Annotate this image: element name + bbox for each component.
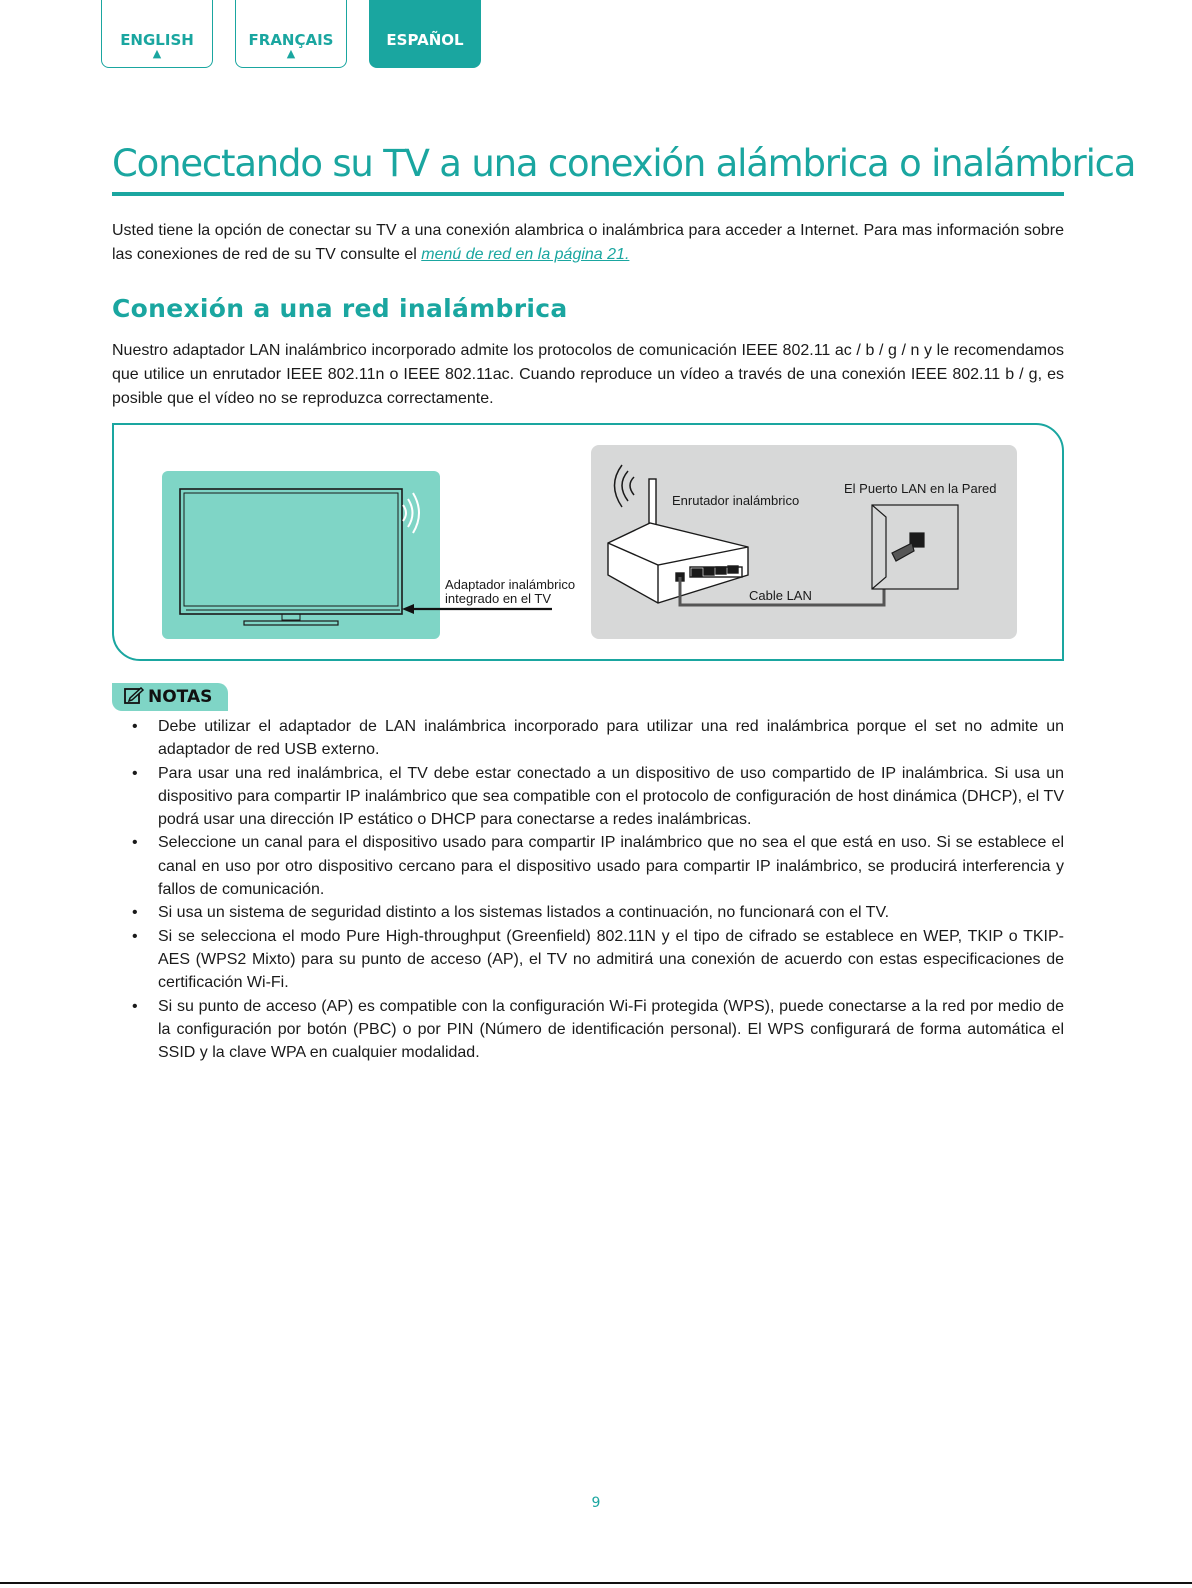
- tab-english[interactable]: [101, 0, 213, 68]
- section-title: Conexión a una red inalámbrica: [112, 294, 568, 323]
- intro-text: Usted tiene la opción de conectar su TV a una conexión alambrica o inalámbrica para acceder a Internet. Para mas información sobre las conexiones de red de su TV consulte el: [112, 222, 1064, 263]
- page-title: Conectando su TV a una conexión alámbrica o inalámbrica: [112, 142, 1136, 185]
- list-item: • Seleccione un canal para el dispositivo usado para compartir IP inalámbrico que no sea el que está en uso. Si se establece el canal en uso por otro dispositivo cercano para el dispositivo usado para compartir IP inalámbrico, se producirá interferencia y fallos de comunicación.: [112, 831, 1064, 901]
- adapter-label: [445, 578, 575, 606]
- notes-list: [112, 715, 1064, 1064]
- tab-espanol-label: ESPAÑOL: [386, 31, 464, 49]
- tv-icon: [180, 489, 402, 625]
- page-number: 9: [591, 1495, 601, 1511]
- list-item: • Debe utilizar el adaptador de LAN inalámbrica incorporado para utilizar una red inalámbrica porque el set no admite un adaptador de red USB externo.: [112, 715, 1064, 762]
- up-arrow-icon: ▲: [286, 47, 296, 60]
- cable-label: Cable LAN: [749, 588, 812, 603]
- edit-note-icon: [124, 687, 144, 705]
- notes-heading: [112, 683, 228, 711]
- list-item: • Si usa un sistema de seguridad distinto a los sistemas listados a continuación, no funcionará con el TV.: [112, 901, 1064, 924]
- wall-port-icon: [872, 505, 958, 589]
- tab-english-label: ENGLISH: [120, 31, 194, 49]
- network-menu-link[interactable]: menú de red en la página 21.: [421, 246, 630, 263]
- router-wifi-waves-icon: [615, 465, 635, 507]
- adapter-label-line-2: integrado en el TV: [445, 591, 551, 606]
- tab-espanol[interactable]: [369, 0, 481, 68]
- wireless-connection-diagram: [112, 423, 1064, 661]
- intro-paragraph: [112, 219, 1064, 267]
- adapter-label-line-1: Adaptador inalámbrico: [445, 577, 576, 592]
- tv-wifi-waves-icon: [403, 493, 419, 533]
- list-item: • Para usar una red inalámbrica, el TV debe estar conectado a un dispositivo de uso compartido de IP inalámbrica. Si usa un dispositivo para compartir IP inalámbrico que sea compatible con el protocolo de configuración de host dinámica (DHCP), el TV podrá usar una dirección IP estático o DHCP para conectarse a redes inalámbricas.: [112, 762, 1064, 832]
- wall-port-label: El Puerto LAN en la Pared: [844, 481, 997, 496]
- up-arrow-icon: ▲: [152, 47, 162, 60]
- tab-francais[interactable]: [235, 0, 347, 68]
- router-label: Enrutador inalámbrico: [672, 493, 800, 508]
- list-item: • Si se selecciona el modo Pure High-throughput (Greenfield) 802.11N y el tipo de cifrado se establece en WEP, TKIP o TKIP-AES (WPS2 Mixto) para su punto de acceso (AP), el TV no admitirá una conexión de acuerdo con estas especificaciones de certificación Wi-Fi.: [112, 925, 1064, 995]
- tab-francais-label: FRANÇAIS: [248, 31, 334, 49]
- list-item: • Si su punto de acceso (AP) es compatible con la configuración Wi-Fi protegida (WPS), puede conectarse a la red por medio de la configuración por botón (PBC) o por PIN (Número de identificación personal). El WPS configurará de forma automática el SSID y la clave WPA en cualquier modalidad.: [112, 995, 1064, 1065]
- diagram-drawing: [114, 425, 1066, 663]
- notes-heading-label: NOTAS: [148, 687, 213, 707]
- section-paragraph: Nuestro adaptador LAN inalámbrico incorporado admite los protocolos de comunicación IEEE 802.11 ac / b / g / n y le recomendamos que utilice un enrutador IEEE 802.11n o IEEE 802.11ac. Cuando reproduce un vídeo a través de una conexión IEEE 802.11 b / g, es posible que el vídeo no se reproduzca correctamente.: [112, 342, 1064, 407]
- title-divider: [112, 192, 1064, 196]
- bottom-divider: [0, 1582, 1192, 1584]
